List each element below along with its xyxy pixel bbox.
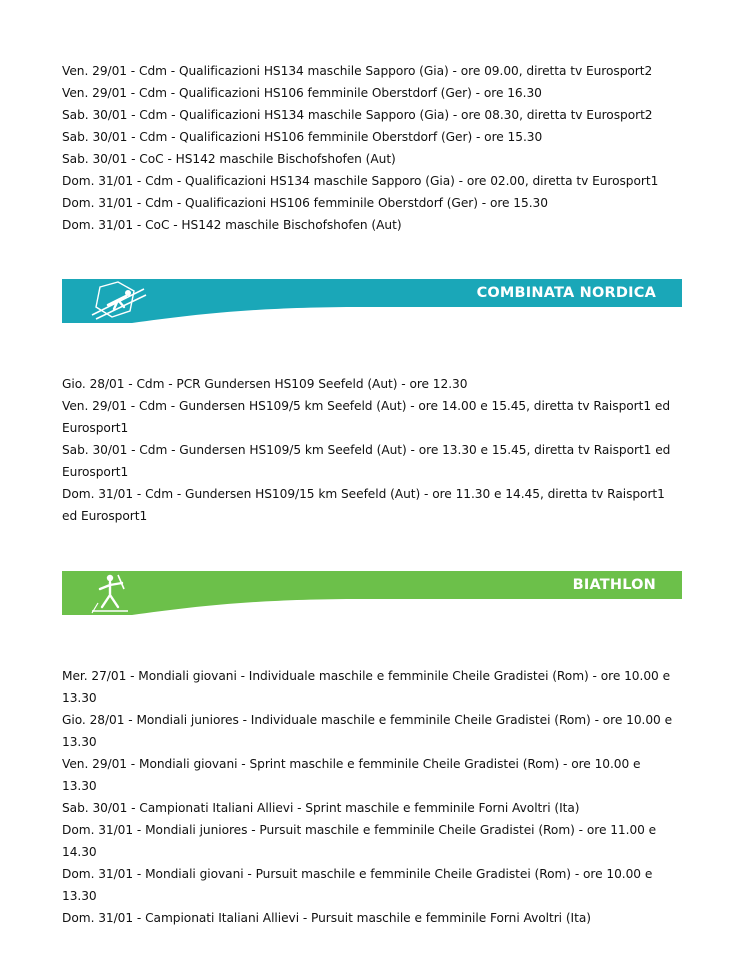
schedule-line: Dom. 31/01 - Cdm - Qualificazioni HS134 maschile Sapporo (Gia) - ore 02.00, diretta tv Eurosport1	[62, 174, 659, 188]
schedule-line: Ven. 29/01 - Cdm - Qualificazioni HS134 maschile Sapporo (Gia) - ore 09.00, diretta tv Eurosport2	[62, 64, 653, 78]
schedule-line: Eurosport1	[62, 421, 129, 435]
schedule-line: Sab. 30/01 - Cdm - Gundersen HS109/5 km Seefeld (Aut) - ore 13.30 e 15.45, diretta tv Raisport1 ed	[62, 443, 671, 457]
biathlon-schedule	[62, 665, 682, 929]
banner-title: BIATHLON	[572, 577, 656, 593]
schedule-line: Dom. 31/01 - Campionati Italiani Allievi - Pursuit maschile e femminile Forni Avoltri (Ita)	[62, 911, 591, 925]
schedule-line: Dom. 31/01 - Mondiali giovani - Pursuit maschile e femminile Cheile Gradistei (Rom) - ore 10.00 e	[62, 867, 653, 881]
combinata-nordica-banner	[62, 279, 682, 323]
schedule-line: Dom. 31/01 - Cdm - Gundersen HS109/15 km Seefeld (Aut) - ore 11.30 e 14.45, diretta tv Raisport1	[62, 487, 665, 501]
schedule-line: 13.30	[62, 735, 97, 749]
schedule-line: Ven. 29/01 - Cdm - Qualificazioni HS106 femminile Oberstdorf (Ger) - ore 16.30	[62, 86, 542, 100]
schedule-line: 13.30	[62, 889, 97, 903]
schedule-line: Ven. 29/01 - Cdm - Gundersen HS109/5 km Seefeld (Aut) - ore 14.00 e 15.45, diretta tv Raisport1 ed	[62, 399, 671, 413]
schedule-line: ed Eurosport1	[62, 509, 148, 523]
banner-title: COMBINATA NORDICA	[476, 285, 656, 301]
schedule-line: Sab. 30/01 - Cdm - Qualificazioni HS106 femminile Oberstdorf (Ger) - ore 15.30	[62, 130, 543, 144]
biathlon-banner	[62, 571, 682, 615]
schedule-line: Eurosport1	[62, 465, 129, 479]
salto-schedule	[62, 60, 682, 236]
schedule-line: Mer. 27/01 - Mondiali giovani - Individuale maschile e femminile Cheile Gradistei (Rom) - ore 10.00 e	[62, 669, 671, 683]
schedule-line: Dom. 31/01 - Mondiali juniores - Pursuit maschile e femminile Cheile Gradistei (Rom) - ore 11.00 e	[62, 823, 657, 837]
schedule-line: 13.30	[62, 779, 97, 793]
schedule-line: Dom. 31/01 - Cdm - Qualificazioni HS106 femminile Oberstdorf (Ger) - ore 15.30	[62, 196, 548, 210]
schedule-line: Sab. 30/01 - Cdm - Qualificazioni HS134 maschile Sapporo (Gia) - ore 08.30, diretta tv Eurosport2	[62, 108, 653, 122]
schedule-line: Gio. 28/01 - Mondiali juniores - Individuale maschile e femminile Cheile Gradistei (Rom) - ore 10.00 e	[62, 713, 673, 727]
schedule-line: Sab. 30/01 - Campionati Italiani Allievi - Sprint maschile e femminile Forni Avoltri (Ita)	[62, 801, 580, 815]
schedule-line: Dom. 31/01 - CoC - HS142 maschile Bischofshofen (Aut)	[62, 218, 402, 232]
combinata-schedule	[62, 373, 682, 527]
schedule-line: 13.30	[62, 691, 97, 705]
schedule-line: Gio. 28/01 - Cdm - PCR Gundersen HS109 Seefeld (Aut) - ore 12.30	[62, 377, 468, 391]
schedule-line: Sab. 30/01 - CoC - HS142 maschile Bischofshofen (Aut)	[62, 152, 396, 166]
schedule-line: 14.30	[62, 845, 97, 859]
schedule-line: Ven. 29/01 - Mondiali giovani - Sprint maschile e femminile Cheile Gradistei (Rom) - ore 10.00 e	[62, 757, 641, 771]
